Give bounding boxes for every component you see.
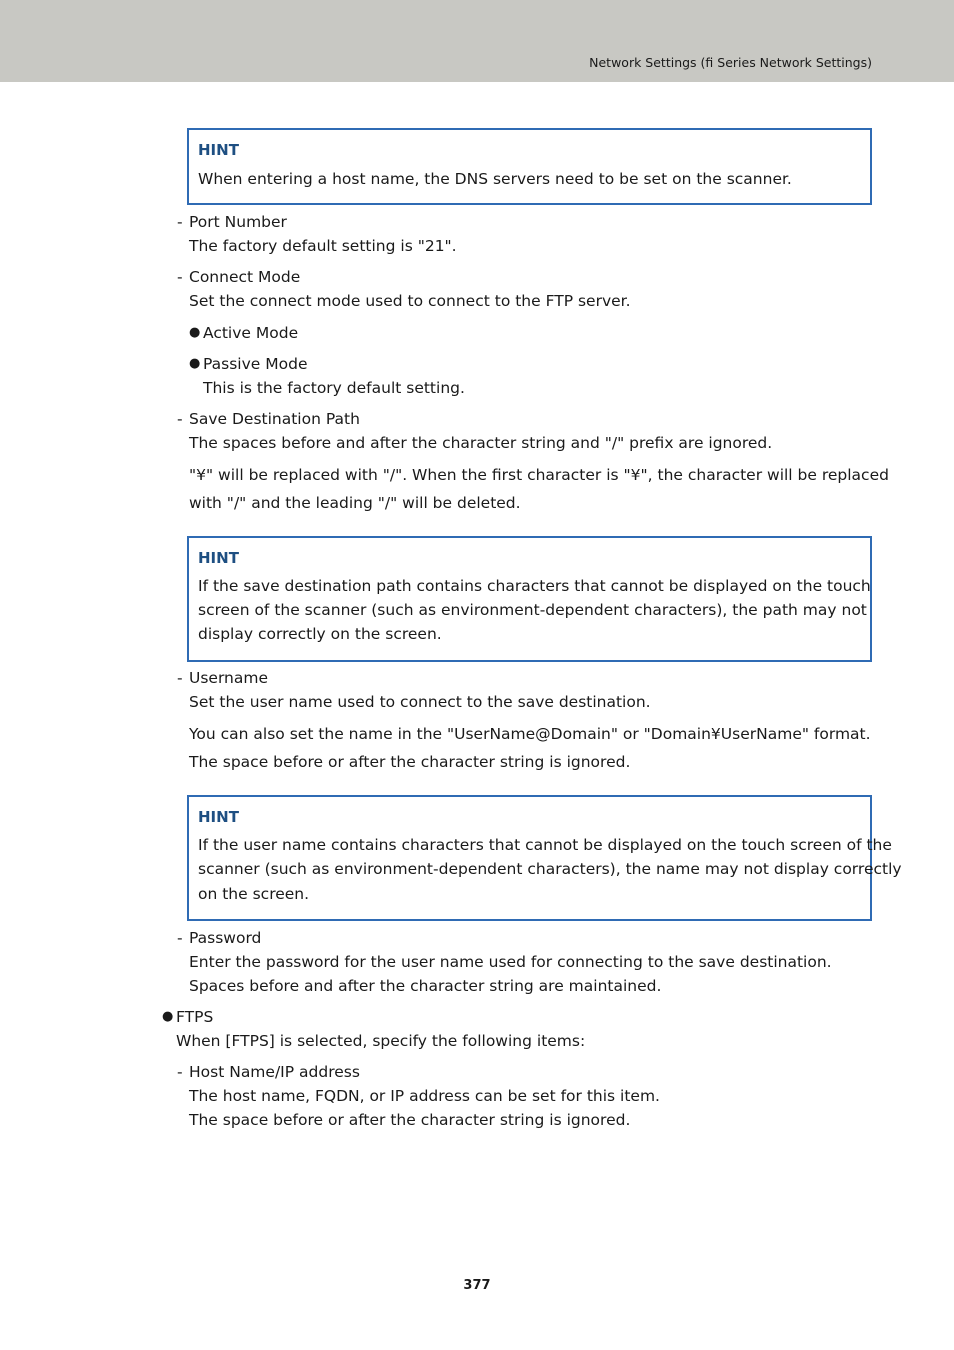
- hint-box-dns: [187, 128, 872, 205]
- hint-text: screen of the scanner (such as environment-dependent characters), the path may not: [198, 601, 867, 619]
- host-name-label: Host Name/IP address: [189, 1063, 360, 1081]
- host-name-marker: -: [177, 1063, 183, 1081]
- username-line3: The space before or after the character string is ignored.: [189, 753, 631, 771]
- hint-text: If the user name contains characters that cannot be displayed on the touch screen of the: [198, 836, 892, 854]
- hint-title: HINT: [198, 549, 239, 567]
- save-destination-marker: -: [177, 410, 183, 428]
- active-mode-label: Active Mode: [203, 324, 299, 342]
- password-marker: -: [177, 929, 183, 947]
- connect-mode-marker: -: [177, 268, 183, 286]
- ftps-desc: When [FTPS] is selected, specify the following items:: [176, 1032, 586, 1050]
- passive-mode-bullet: ●: [189, 356, 201, 371]
- hint-title: HINT: [198, 808, 239, 826]
- ftps-bullet: ●: [162, 1009, 174, 1024]
- page-header: [0, 0, 954, 82]
- password-line2: Spaces before and after the character string are maintained.: [189, 977, 662, 995]
- port-number-desc: The factory default setting is "21".: [189, 237, 457, 255]
- header-title: Network Settings (fi Series Network Settings): [589, 55, 872, 70]
- active-mode-bullet: ●: [189, 325, 201, 340]
- save-destination-desc: The spaces before and after the character string and "/" prefix are ignored.: [189, 434, 773, 452]
- save-destination-line2: "¥" will be replaced with "/". When the first character is "¥", the character will be replaced: [189, 466, 889, 484]
- port-number-label: Port Number: [189, 213, 287, 231]
- hint-text: When entering a host name, the DNS servers need to be set on the scanner.: [198, 170, 792, 188]
- hint-box-username: [187, 795, 902, 921]
- host-name-desc: The host name, FQDN, or IP address can be set for this item.: [189, 1087, 660, 1105]
- save-destination-label: Save Destination Path: [189, 410, 360, 428]
- hint-text: If the save destination path contains characters that cannot be displayed on the touch: [198, 577, 871, 595]
- hint-box-save-path: [187, 536, 872, 662]
- password-label: Password: [189, 929, 262, 947]
- username-marker: -: [177, 669, 183, 687]
- page-number: 377: [463, 1278, 491, 1293]
- hint-text: scanner (such as environment-dependent characters), the name may not display correctly: [198, 860, 902, 878]
- passive-mode-note: This is the factory default setting.: [203, 379, 465, 397]
- passive-mode-label: Passive Mode: [203, 355, 308, 373]
- username-desc: Set the user name used to connect to the save destination.: [189, 693, 651, 711]
- connect-mode-desc: Set the connect mode used to connect to the FTP server.: [189, 292, 631, 310]
- ftps-label: FTPS: [176, 1008, 214, 1026]
- hint-text: on the screen.: [198, 885, 310, 903]
- hint-text: display correctly on the screen.: [198, 625, 442, 643]
- port-number-marker: -: [177, 213, 183, 231]
- hint-title: HINT: [198, 141, 239, 159]
- username-label: Username: [189, 669, 269, 687]
- host-name-line2: The space before or after the character string is ignored.: [189, 1111, 631, 1129]
- save-destination-line3: with "/" and the leading "/" will be deleted.: [189, 494, 521, 512]
- connect-mode-label: Connect Mode: [189, 268, 301, 286]
- username-line2: You can also set the name in the "UserName@Domain" or "Domain¥UserName" format.: [189, 725, 871, 743]
- password-desc: Enter the password for the user name used for connecting to the save destination.: [189, 953, 832, 971]
